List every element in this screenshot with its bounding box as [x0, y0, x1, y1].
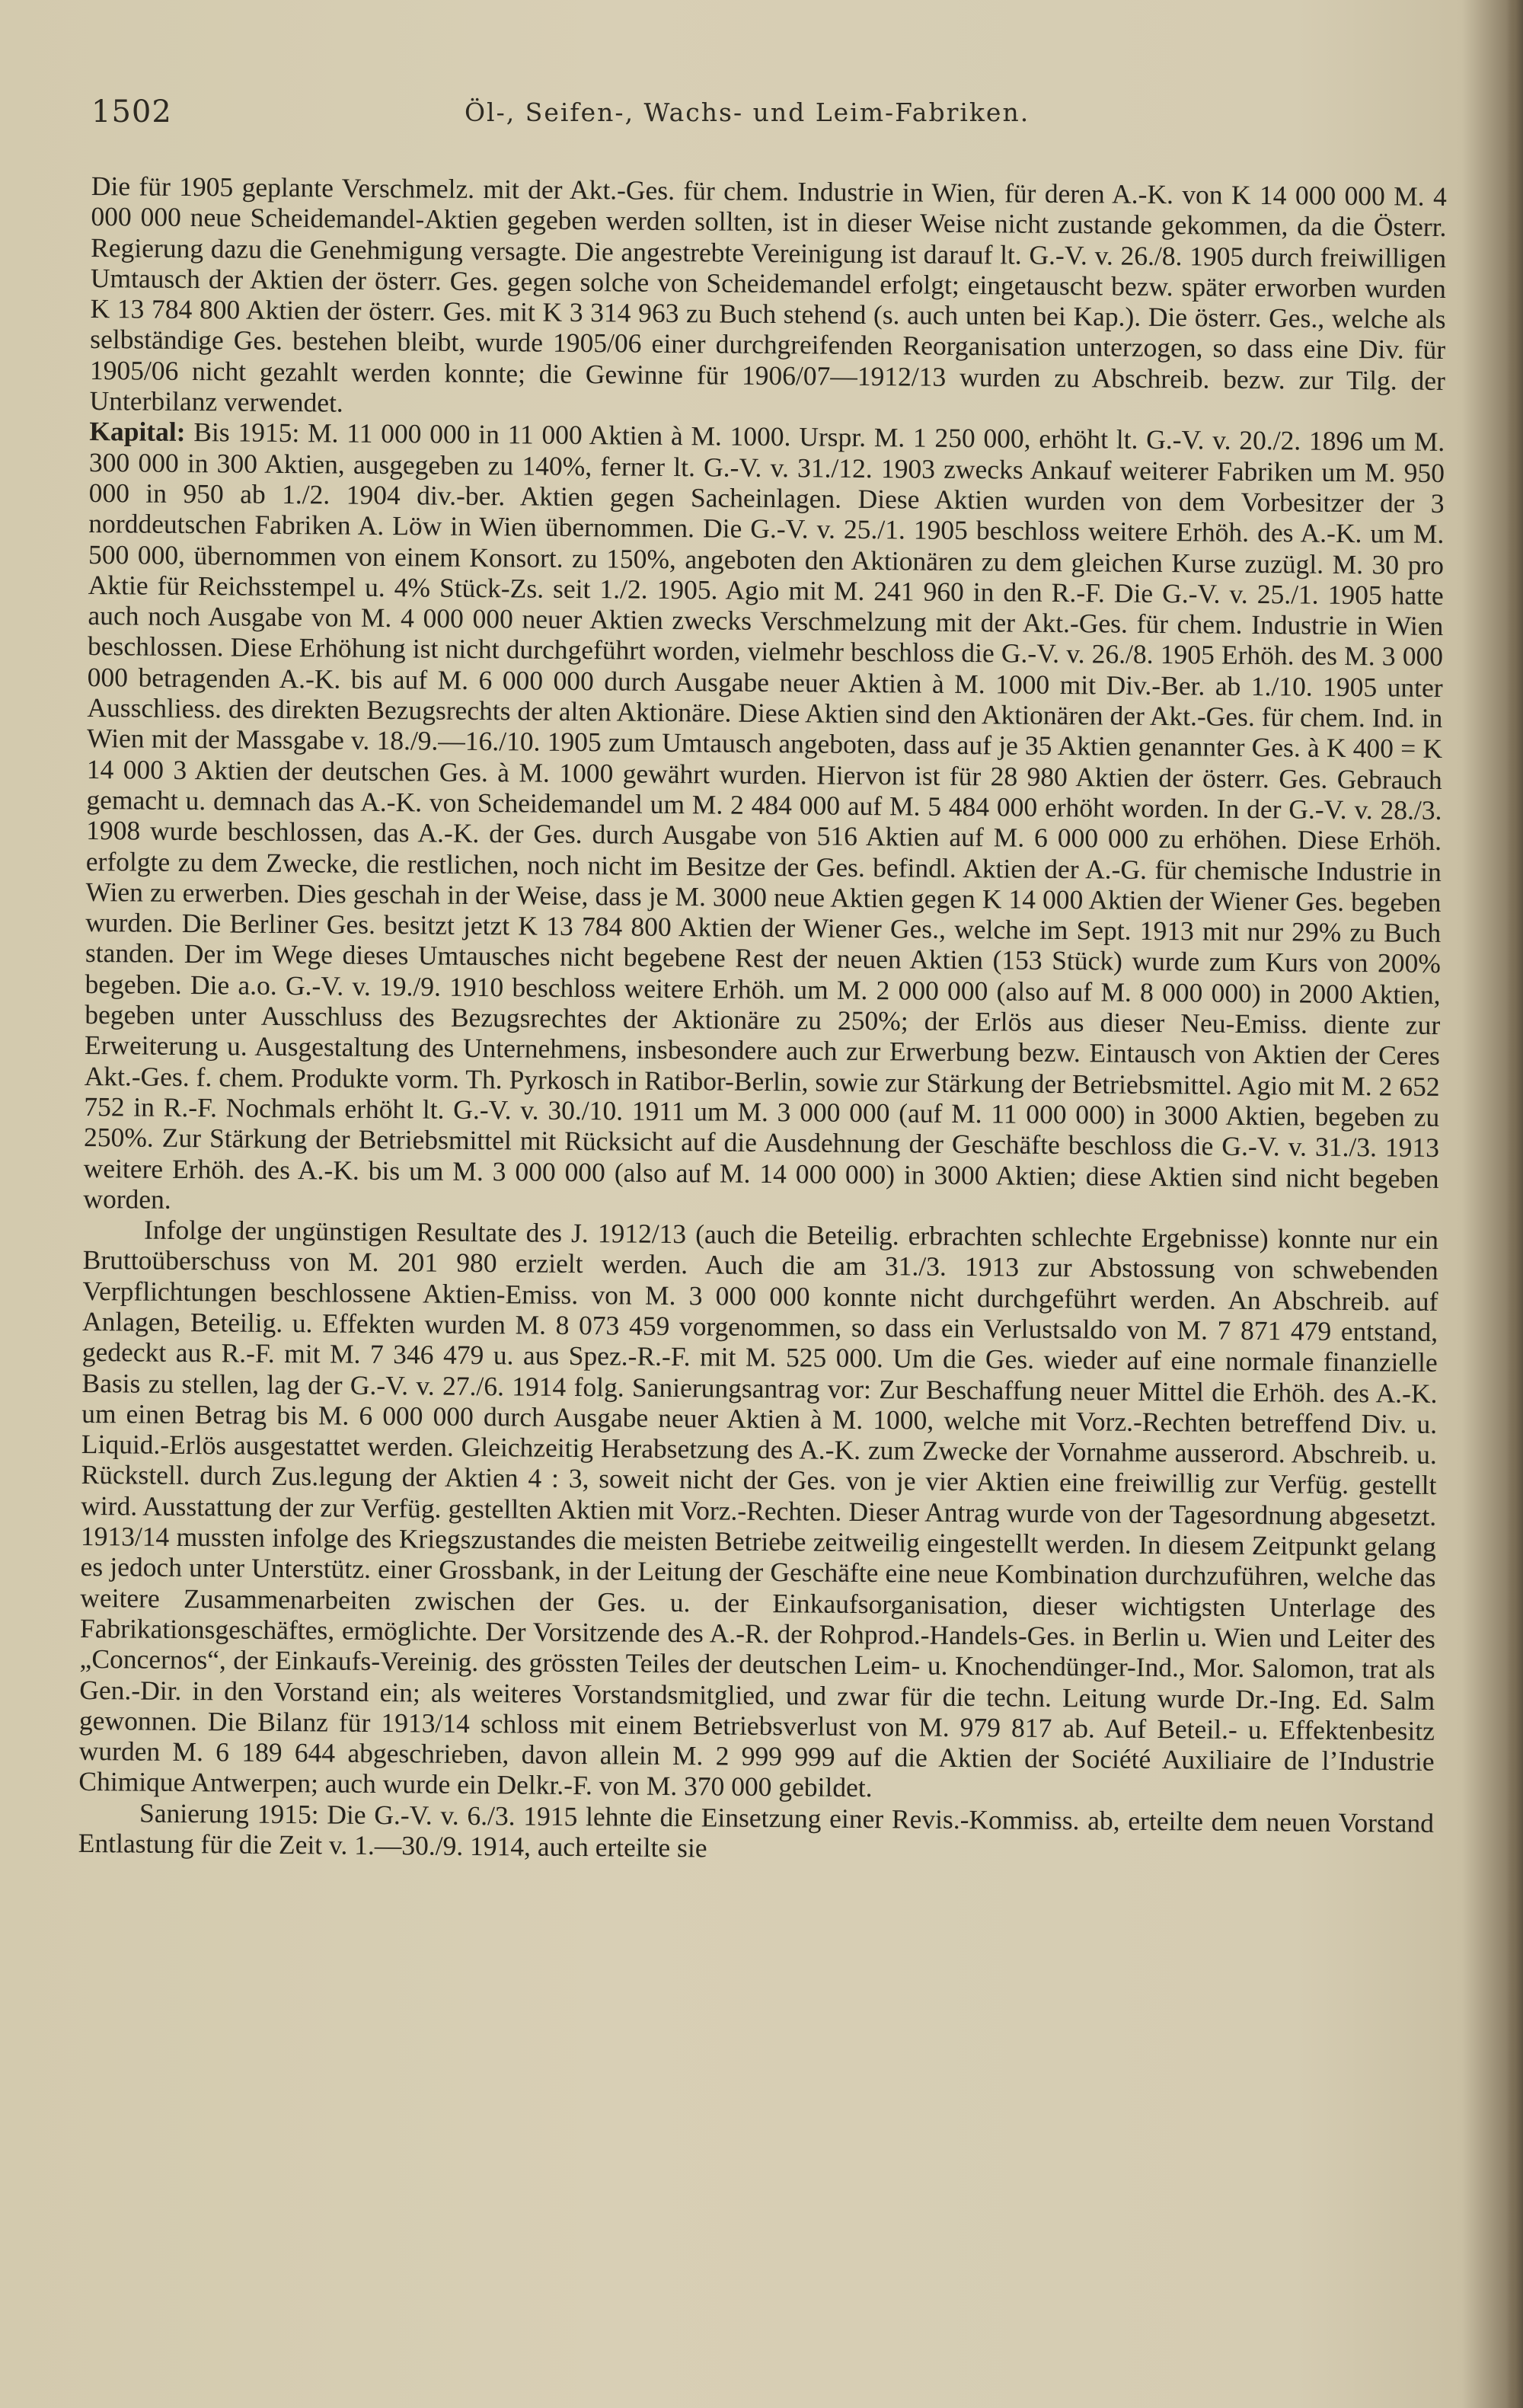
paragraph-capital [83, 416, 1445, 1225]
paragraph-sanierung [78, 1797, 1435, 1870]
paragraph-text: Die für 1905 geplante Verschmelz. mit der Akt.-Ges. für chem. Industrie in Wien, für deren A.-K. von K 14 000 000 M. 4 000 000 neue Scheidemandel-Aktien gegeben werden sollten, ist in dieser Weise nicht zustande gekommen, da die Österr. Regierung dazu die Genehmigung versagte. Die angestrebte Vereinigung ist darauf lt. G.-V. v. 26./8. 1905 durch freiwilligen Umtausch der Aktien der österr. Ges. gegen solche von Scheidemandel erfolgt; eingetauscht bezw. später erworben wurden K 13 784 800 Aktien der österr. Ges. mit K 3 314 963 zu Buch stehend (s. auch unten bei Kap.). Die österr. Ges., welche als selbständige Ges. bestehen bleibt, wurde 1905/06 einer durchgreifenden Reorganisation unterzogen, so dass eine Div. für 1905/06 nicht gezahlt werden konnte; die Gewinne für 1906/07—1912/13 wurden zu Abschreib. bezw. zur Tilg. der Unterbilanz verwendet. [89, 171, 1447, 418]
section-lead-kapital: Kapital: [89, 416, 186, 448]
paragraph-text: Bis 1915: M. 11 000 000 in 11 000 Aktien à M. 1000. Urspr. M. 1 250 000, erhöht lt. G.-V. v. 20./2. 1896 um M. 300 000 in 300 Aktien, ausgegeben zu 140%, ferner lt. G.-V. v. 31./12. 1903 zwecks Ankauf weiterer Fabriken um M. 950 000 in 950 ab 1./2. 1904 div.-ber. Aktien gegen Sacheinlagen. Diese Aktien wurden von dem Vorbesitzer der 3 norddeutschen Fabriken A. Löw in Wien übernommen. Die G.-V. v. 25./1. 1905 beschloss weitere Erhöh. des A.-K. um M. 500 000, übernommen von einem Konsort. zu 150%, angeboten den Aktionären zu dem gleichen Kurse zuzügl. M. 30 pro Aktie für Reichsstempel u. 4% Stück-Zs. seit 1./2. 1905. Agio mit M. 241 960 in den R.-F. Die G.-V. v. 25./1. 1905 hatte auch noch Ausgabe von M. 4 000 000 neuer Aktien zwecks Verschmelzung mit der Akt.-Ges. für chem. Industrie in Wien beschlossen. Diese Erhöhung ist nicht durchgeführt worden, vielmehr beschloss die G.-V. v. 26./8. 1905 Erhöh. des M. 3 000 000 betragenden A.-K. bis auf M. 6 000 000 durch Ausgabe neuer Aktien à M. 1000 mit Div.-Ber. ab 1./10. 1905 unter Ausschliess. des direkten Bezugsrechts der alten Aktionäre. Diese Aktien sind den Aktionären der Akt.-Ges. für chem. Ind. in Wien mit der Massgabe v. 18./9.—16./10. 1905 zum Umtausch angeboten, dass auf je 35 Aktien genannter Ges. à K 400 = K 14 000 3 Aktien der deutschen Ges. à M. 1000 gewährt wurden. Hiervon ist für 28 980 Aktien der österr. Ges. Gebrauch gemacht u. demnach das A.-K. von Scheidemandel um M. 2 484 000 auf M. 5 484 000 erhöht worden. In der G.-V. v. 28./3. 1908 wurde beschlossen, das A.-K. der Ges. durch Ausgabe von 516 Aktien auf M. 6 000 000 zu erhöhen. Diese Erhöh. erfolgte zu dem Zwecke, die restlichen, noch nicht im Besitze der Ges. befindl. Aktien der A.-G. für chemische Industrie in Wien zu erwerben. Dies geschah in der Weise, dass je M. 3000 neue Aktien gegen K 14 000 Aktien der Wiener Ges. begeben wurden. Die Berliner Ges. besitzt jetzt K 13 784 800 Aktien der Wiener Ges., welche im Sept. 1913 mit nur 29% zu Buch standen. Der im Wege dieses Umtausches nicht begebene Rest der neuen Aktien (153 Stück) wurde zum Kurs von 200% begeben. Die a.o. G.-V. v. 19./9. 1910 beschloss weitere Erhöh. um M. 2 000 000 (also auf M. 8 000 000) in 2000 Aktien, begeben unter Ausschluss des Bezugsrechtes der Aktionäre zu 250%; der Erlös aus dieser Neu-Emiss. diente zur Erweiterung u. Ausgestaltung des Unternehmens, insbesondere auch zur Erwerbung bezw. Eintausch von Aktien der Ceres Akt.-Ges. f. chem. Produkte vorm. Th. Pyrkosch in Ratibor-Berlin, sowie zur Stärkung der Betriebsmittel. Agio mit M. 2 652 752 in R.-F. Nochmals erhöht lt. G.-V. v. 30./10. 1911 um M. 3 000 000 (auf M. 11 000 000) in 3000 Aktien, begeben zu 250%. Zur Stärkung der Betriebsmittel mit Rücksicht auf die Ausdehnung der Geschäfte beschloss die G.-V. v. 31./3. 1913 weitere Erhöh. des A.-K. bis um M. 3 000 000 (also auf M. 14 000 000) in 3000 Aktien; diese Aktien sind nicht begeben worden. [83, 417, 1445, 1215]
paragraph-results [78, 1214, 1438, 1808]
paragraph-text: Infolge der ungünstigen Resultate des J. 1912/13 (auch die Beteilig. erbrachten schlechte Ergebnisse) konnte nur ein Bruttoüberschuss von M. 201 980 erzielt werden. Auch die am 31./3. 1913 zur Abstossung von schwebenden Verpflichtungen beschlossene Aktien-Emiss. von M. 3 000 000 konnte nicht durchgeführt werden. An Abschreib. auf Anlagen, Beteilig. u. Effekten wurden M. 8 073 459 vorgenommen, so dass ein Verlustsaldo von M. 7 871 479 entstand, gedeckt aus R.-F. mit M. 7 346 479 u. aus Spez.-R.-F. mit M. 525 000. Um die Ges. wieder auf eine normale finanzielle Basis zu stellen, lag der G.-V. v. 27./6. 1914 folg. Sanierungsantrag vor: Zur Beschaffung neuer Mittel die Erhöh. des A.-K. um einen Betrag bis M. 6 000 000 durch Ausgabe neuer Aktien à M. 1000, welche mit Vorz.-Rechten betreffend Div. u. Liquid.-Erlös ausgestattet werden. Gleichzeitig Herabsetzung des A.-K. zum Zwecke der Vornahme ausserord. Abschreib. u. Rückstell. durch Zus.legung der Aktien 4 : 3, soweit nicht der Ges. von je vier Aktien eine freiwillig zur Verfüg. gestellt wird. Ausstattung der zur Verfüg. gestellten Aktien mit Vorz.-Rechten. Dieser Antrag wurde von der Tagesordnung abgesetzt. 1913/14 mussten infolge des Kriegszustandes die meisten Betriebe zeitweilig eingestellt werden. In diesem Zeitpunkt gelang es jedoch unter Unterstütz. einer Grossbank, in der Leitung der Geschäfte eine neue Kombination durchzuführen, welche das weitere Zusammenarbeiten zwischen der Ges. u. der Einkaufsorganisation, dieser wichtigsten Unterlage des Fabrikationsgeschäftes, ermöglichte. Der Vorsitzende des A.-R. der Rohprod.-Handels-Ges. in Berlin u. Wien und Leiter des „Concernos“, der Einkaufs-Vereinig. des grössten Teiles der deutschen Leim- u. Knochendünger-Ind., Mor. Salomon, trat als Gen.-Dir. in den Vorstand ein; als weiteres Vorstandsmitglied, und zwar für die techn. Leitung wurde Dr.-Ing. Ed. Salm gewonnen. Die Bilanz für 1913/14 schloss mit einem Betriebsverlust von M. 979 817 ab. Auf Beteil.- u. Effektenbesitz wurden M. 6 189 644 abgeschrieben, davon allein M. 2 999 999 auf die Aktien der Société Auxiliaire de l’Industrie Chimique Antwerpen; auch wurde ein Delkr.-F. von M. 370 000 gebildet. [78, 1214, 1439, 1803]
page-number: 1502 [91, 94, 172, 129]
page-binding-shadow [1506, 0, 1523, 2408]
running-title: Öl-, Seifen-, Wachs- und Leim-Fabriken. [465, 97, 1030, 127]
paragraph-text: Sanierung 1915: Die G.-V. v. 6./3. 1915 lehnte die Einsetzung einer Revis.-Kommiss. ab, erteilte dem neuen Vorstand Entlastung für die Zeit v. 1.—30./9. 1914, auch erteilte sie [78, 1797, 1435, 1863]
body-text [78, 171, 1447, 1869]
paragraph-merger [89, 171, 1446, 426]
page-header [91, 94, 1439, 140]
